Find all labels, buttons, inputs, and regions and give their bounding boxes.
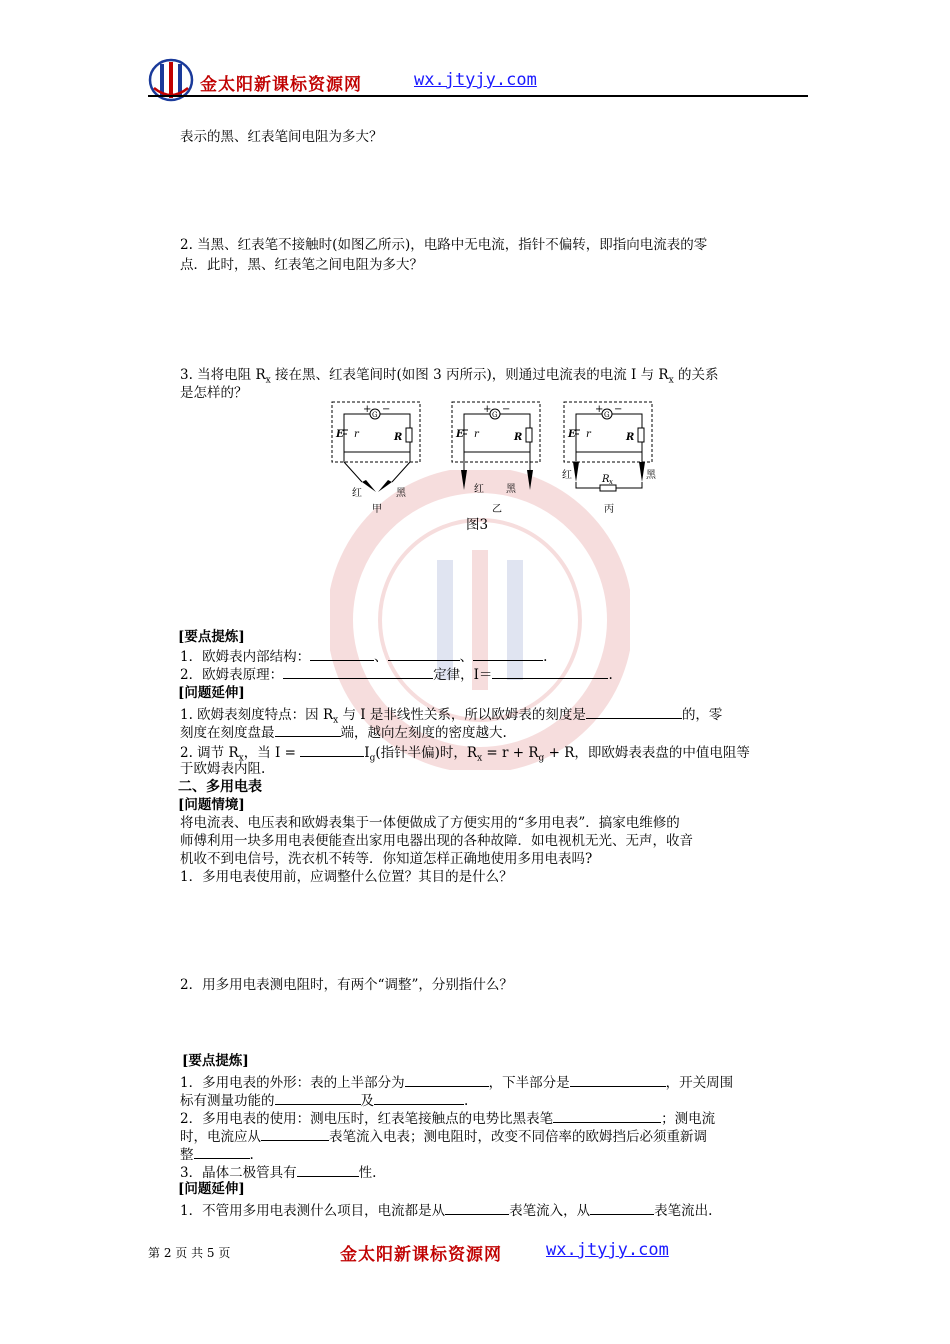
extension-1-line-2: 刻度在刻度盘最 端，越向左刻度的密度越大.	[180, 722, 507, 742]
question-2-line-1: 2. 当黑、红表笔不接触时(如图乙所示)，电路中无电流，指针不偏转，即指向电流表的零	[180, 237, 708, 253]
svg-text:E: E	[336, 429, 344, 440]
question-continuation: 表示的黑、红表笔间电阻为多大？	[180, 129, 383, 145]
blank[interactable]	[445, 1200, 509, 1215]
header-divider	[148, 95, 808, 97]
svg-text:−: −	[502, 404, 511, 415]
svg-text:R: R	[626, 432, 635, 443]
svg-text:G: G	[492, 411, 498, 419]
wenti-heading-2: [问题延伸]	[178, 1181, 245, 1197]
circuit-jia	[332, 402, 420, 515]
svg-text:黑: 黑	[396, 488, 406, 499]
svg-text:r: r	[586, 429, 591, 440]
question-2-line-2: 点．此时，黑、红表笔之间电阻为多大？	[180, 257, 423, 273]
blank[interactable]	[275, 722, 341, 737]
svg-text:−: −	[382, 404, 391, 415]
blank[interactable]	[261, 1126, 329, 1141]
galvanometer-label: G	[372, 411, 378, 419]
section-title-duoyong: 二、多用电表	[178, 779, 262, 795]
yaodian-2-item-2-line-1: 2．多用电表的使用：测电压时，红表笔接触点的电势比黑表笔 ；测电流	[180, 1108, 715, 1128]
extension-1-line-1: 1. 欧姆表刻度特点：因 $R_x$ 与 I 是非线性关系，所以欧姆表的刻度是 的，零	[180, 704, 722, 730]
extension-sec2-1: 1．不管用多用电表测什么项目，电流都是从 表笔流入，从 表笔流出.	[180, 1200, 712, 1220]
sec2-question-2: 2．用多用电表测电阻时，有两个“调整”，分别指什么？	[180, 977, 513, 993]
blank[interactable]	[570, 1072, 666, 1087]
footer-brand: 金太阳新课标资源网	[340, 1245, 502, 1265]
svg-text:丙: 丙	[604, 504, 614, 515]
footer-page-number: 第 2 页 共 5 页	[148, 1246, 231, 1260]
blank[interactable]	[388, 646, 460, 661]
svg-text:+: +	[483, 404, 492, 415]
svg-text:E: E	[456, 429, 464, 440]
blank[interactable]	[283, 664, 433, 679]
svg-text:黑: 黑	[646, 470, 656, 481]
blank[interactable]	[300, 742, 364, 757]
circuit-yi	[452, 402, 540, 515]
circuit-bing	[562, 402, 657, 515]
svg-text:黑: 黑	[506, 484, 516, 495]
yaodian-1-item-2: 2．欧姆表原理： 定律，I＝ .	[180, 664, 613, 684]
blank[interactable]	[275, 1090, 361, 1105]
sec2-question-1: 1．多用电表使用前，应调整什么位置？其目的是什么？	[180, 869, 513, 885]
yaodian-2-item-3: 3．晶体二极管具有 性.	[180, 1162, 376, 1182]
svg-text:r: r	[474, 429, 479, 440]
yaodian-1-item-1: 1．欧姆表内部结构： 、 、 .	[180, 646, 547, 666]
yaodian-2-item-2-line-2: 时，电流应从 表笔流入电表；测电阻时，改变不同倍率的欧姆挡后必须重新调	[180, 1126, 707, 1146]
yaodian-heading-1: [要点提炼]	[178, 629, 245, 645]
yaodian-2-item-2-line-3: 整 .	[180, 1144, 254, 1164]
figure-3-circuits	[330, 400, 660, 520]
figure-caption: 图3	[466, 517, 489, 533]
blank[interactable]	[492, 664, 608, 679]
svg-text:红: 红	[474, 484, 484, 495]
yaodian-heading-2: [要点提炼]	[182, 1053, 249, 1069]
svg-text:R: R	[602, 474, 610, 485]
extension-2-line-1: 2. 调节 $R_x$，当 $I = I_g$(指针半偏)时，$R_x = r + R_g + R$，即欧姆表表盘的中值电阻等	[180, 742, 750, 768]
svg-text:红: 红	[562, 470, 572, 481]
blank[interactable]	[473, 646, 543, 661]
svg-text:红: 红	[352, 488, 362, 499]
extension-2-line-2: 于欧姆表内阻.	[180, 761, 266, 777]
svg-text:x: x	[609, 478, 613, 486]
scenario-line-2: 师傅利用一块多用电表便能查出家用电器出现的各种故障．如电视机无光、无声，收音	[180, 833, 693, 849]
footer-url-link[interactable]: wx.jtyjy.com	[546, 1240, 669, 1260]
blank[interactable]	[405, 1072, 489, 1087]
qingjing-heading: [问题情境]	[178, 797, 245, 813]
header-brand: 金太阳新课标资源网	[200, 75, 362, 95]
svg-text:乙: 乙	[492, 504, 502, 515]
blank[interactable]	[553, 1108, 661, 1123]
svg-text:R: R	[514, 432, 523, 443]
svg-text:+: +	[595, 404, 604, 415]
svg-text:甲: 甲	[372, 504, 382, 515]
svg-text:R: R	[394, 432, 403, 443]
svg-text:E: E	[568, 429, 576, 440]
svg-text:G: G	[604, 411, 610, 419]
blank[interactable]	[590, 1200, 654, 1215]
svg-text:r: r	[354, 429, 359, 440]
blank[interactable]	[194, 1144, 250, 1159]
blank[interactable]	[586, 704, 682, 719]
blank[interactable]	[297, 1162, 359, 1177]
scenario-line-3: 机收不到电信号，洗衣机不转等．你知道怎样正确地使用多用电表吗?	[180, 851, 593, 867]
question-3-line-1: 3. 当将电阻 $R_x$ 接在黑、红表笔间时(如图 3 丙所示)，则通过电流表的电流 I 与 $R_x$ 的关系	[180, 367, 719, 386]
blank[interactable]	[374, 1090, 464, 1105]
yaodian-2-item-1-line-1: 1．多用电表的外形：表的上半部分为 ，下半部分是 ，开关周围	[180, 1072, 733, 1092]
scenario-line-1: 将电流表、电压表和欧姆表集于一体便做成了方便实用的“多用电表”．搞家电维修的	[180, 815, 680, 831]
blank[interactable]	[310, 646, 374, 661]
question-3-line-2: 是怎样的？	[180, 385, 248, 401]
yaodian-2-item-1-line-2: 标有测量功能的 及 .	[180, 1090, 468, 1110]
wenti-heading-1: [问题延伸]	[178, 685, 245, 701]
header-url-link[interactable]: wx.jtyjy.com	[414, 70, 537, 90]
svg-text:+: +	[363, 404, 372, 415]
svg-text:−: −	[614, 404, 623, 415]
